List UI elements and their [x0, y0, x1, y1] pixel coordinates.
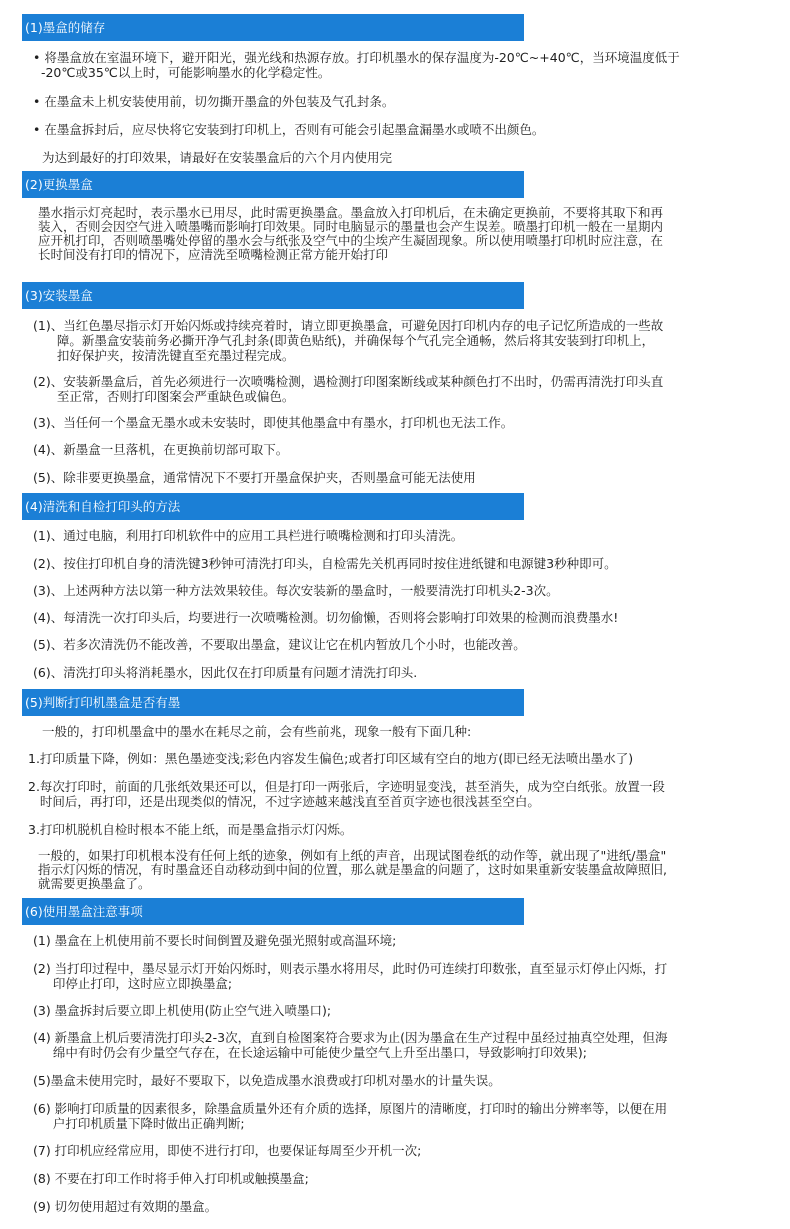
section-header-cleaning: (4)清洗和自检打印头的方法 — [22, 493, 524, 520]
cleaning-item-5: (5)、若多次清洗仍不能改善，不要取出墨盒，建议让它在机内暂放几个小时，也能改善。 — [33, 637, 526, 652]
storage-para-4: 为达到最好的打印效果，请最好在安装墨盒后的六个月内使用完 — [42, 150, 393, 165]
ink-check-item-3: 3.打印机脱机自检时根本不能上纸，而是墨盒指示灯闪烁。 — [28, 822, 353, 837]
replace-para-1: 墨水指示灯亮起时，表示墨水已用尽，此时需更换墨盒。墨盒放入打印机后，在未确定更换前，不要将其取下和再 装入，否则会因空气进入喷墨嘴而影响打印效果。同时电脑显示的墨量也会产生误差。喷墨打印机一般在一星期内 应开机打印，否则喷墨嘴处停留的墨水会与纸张及空气中的尘埃产生凝固现象。所以使用喷墨打印机时应注意，在 长时间没有打印的情况下，应清洗至喷嘴检测正常方能开始打印 — [38, 205, 664, 262]
ink-check-item-1: 1.打印质量下降，例如：黑色墨迹变浅;彩色内容发生偏色;或者打印区域有空白的地方(即已经无法喷出墨水了) — [28, 751, 634, 766]
install-item-4: (4)、新墨盒一旦落机，在更换前切部可取下。 — [33, 442, 289, 457]
usage-note-2: (2) 当打印过程中，墨尽显示灯开始闪烁时，则表示墨水将用尽，此时仍可连续打印数张，直至显示灯停止闪烁，打 印停止打印，这时应立即换墨盒; — [33, 961, 668, 991]
ink-check-item-2: 2.每次打印时，前面的几张纸效果还可以，但是打印一两张后，字迹明显变浅，甚至消失，成为空白纸张。放置一段 时间后，再打印，还是出现类似的情况，不过字迹越来越浅直至首页字迹也很浅甚至空白。 — [28, 779, 665, 809]
usage-note-6: (6) 影响打印质量的因素很多，除墨盒质量外还有介质的选择，原图片的清晰度，打印时的输出分辨率等，以便在用 户打印机质量下降时做出正确判断; — [33, 1101, 668, 1131]
install-item-2: (2)、安装新墨盒后，首先必须进行一次喷嘴检测，遇检测打印图案断线或某种颜色打不出时，仍需再清洗打印头直 至正常，否则打印图案会严重缺色或偏色。 — [33, 374, 664, 404]
usage-note-4: (4) 新墨盒上机后要清洗打印头2-3次，直到自检图案符合要求为止(因为墨盒在生产过程中虽经过抽真空处理，但海 绵中有时仍会有少量空气存在，在长途运输中可能使少量空气上升至出墨口，导致影响打印效果); — [33, 1030, 668, 1060]
usage-note-3: (3) 墨盒拆封后要立即上机使用(防止空气进入喷墨口); — [33, 1003, 332, 1018]
cleaning-item-3: (3)、上述两种方法以第一种方法效果较佳。每次安装新的墨盒时，一般要清洗打印机头2-3次。 — [33, 583, 559, 598]
section-header-storage: (1)墨盒的储存 — [22, 14, 524, 41]
storage-para-2: • 在墨盒未上机安装使用前，切勿撕开墨盒的外包装及气孔封条。 — [33, 94, 395, 109]
storage-para-3: • 在墨盒拆封后，应尽快将它安装到打印机上，否则有可能会引起墨盒漏墨水或喷不出颜色。 — [33, 122, 545, 137]
ink-check-summary: 一般的，如果打印机根本没有任何上纸的迹象，例如有上纸的声音，出现试图卷纸的动作等，就出现了"进纸/墨盒" 指示灯闪烁的情况，有时墨盒还自动移动到中间的位置，那么就是墨盒的问题了，这时如果重新安装墨盒故障照旧, 就需要更换墨盒了。 — [38, 848, 667, 891]
usage-note-8: (8) 不要在打印工作时将手伸入打印机或触摸墨盒; — [33, 1171, 309, 1186]
usage-note-5: (5)墨盒未使用完时，最好不要取下，以免造成墨水浪费或打印机对墨水的计量失误。 — [33, 1073, 501, 1088]
usage-note-7: (7) 打印机应经常应用，即使不进行打印，也要保证每周至少开机一次; — [33, 1143, 422, 1158]
cleaning-item-4: (4)、每清洗一次打印头后，均要进行一次喷嘴检测。切勿偷懒，否则将会影响打印效果的检测而浪费墨水! — [33, 610, 619, 625]
section-header-install: (3)安装墨盒 — [22, 282, 524, 309]
cleaning-item-1: (1)、通过电脑，利用打印机软件中的应用工具栏进行喷嘴检测和打印头清洗。 — [33, 528, 464, 543]
usage-note-1: (1) 墨盒在上机使用前不要长时间倒置及避免强光照射或高温环境; — [33, 933, 397, 948]
section-header-replace: (2)更换墨盒 — [22, 171, 524, 198]
section-header-ink-check: (5)判断打印机墨盒是否有墨 — [22, 689, 524, 716]
section-header-usage-notes: (6)使用墨盒注意事项 — [22, 898, 524, 925]
cleaning-item-6: (6)、清洗打印头将消耗墨水，因此仅在打印质量有问题才清洗打印头. — [33, 665, 418, 680]
usage-note-9: (9) 切勿使用超过有效期的墨盒。 — [33, 1199, 218, 1214]
install-item-1: (1)、当红色墨尽指示灯开始闪烁或持续亮着时，请立即更换墨盒，可避免因打印机内存的电子记忆所造成的一些故 障。新墨盒安装前务必撕开净气孔封条(即黄色贴纸)，并确保每个气孔完全通畅，然后将其安装到打印机上， 扣好保护夹，按清洗键直至充墨过程完成。 — [33, 318, 664, 363]
cleaning-item-2: (2)、按住打印机自身的清洗键3秒钟可清洗打印头，自检需先关机再同时按住进纸键和电源键3秒种即可。 — [33, 556, 617, 571]
install-item-5: (5)、除非要更换墨盒，通常情况下不要打开墨盒保护夹，否则墨盒可能无法使用 — [33, 470, 476, 485]
install-item-3: (3)、当任何一个墨盒无墨水或未安装时，即使其他墨盒中有墨水，打印机也无法工作。 — [33, 415, 514, 430]
storage-para-1: • 将墨盒放在室温环境下，避开阳光，强光线和热源存放。打印机墨水的保存温度为-20℃~+40℃，当环境温度低于 -20℃或35℃以上时，可能影响墨水的化学稳定性。 — [33, 50, 680, 80]
ink-check-intro: 一般的，打印机墨盒中的墨水在耗尽之前，会有些前兆，现象一般有下面几种: — [42, 724, 472, 739]
